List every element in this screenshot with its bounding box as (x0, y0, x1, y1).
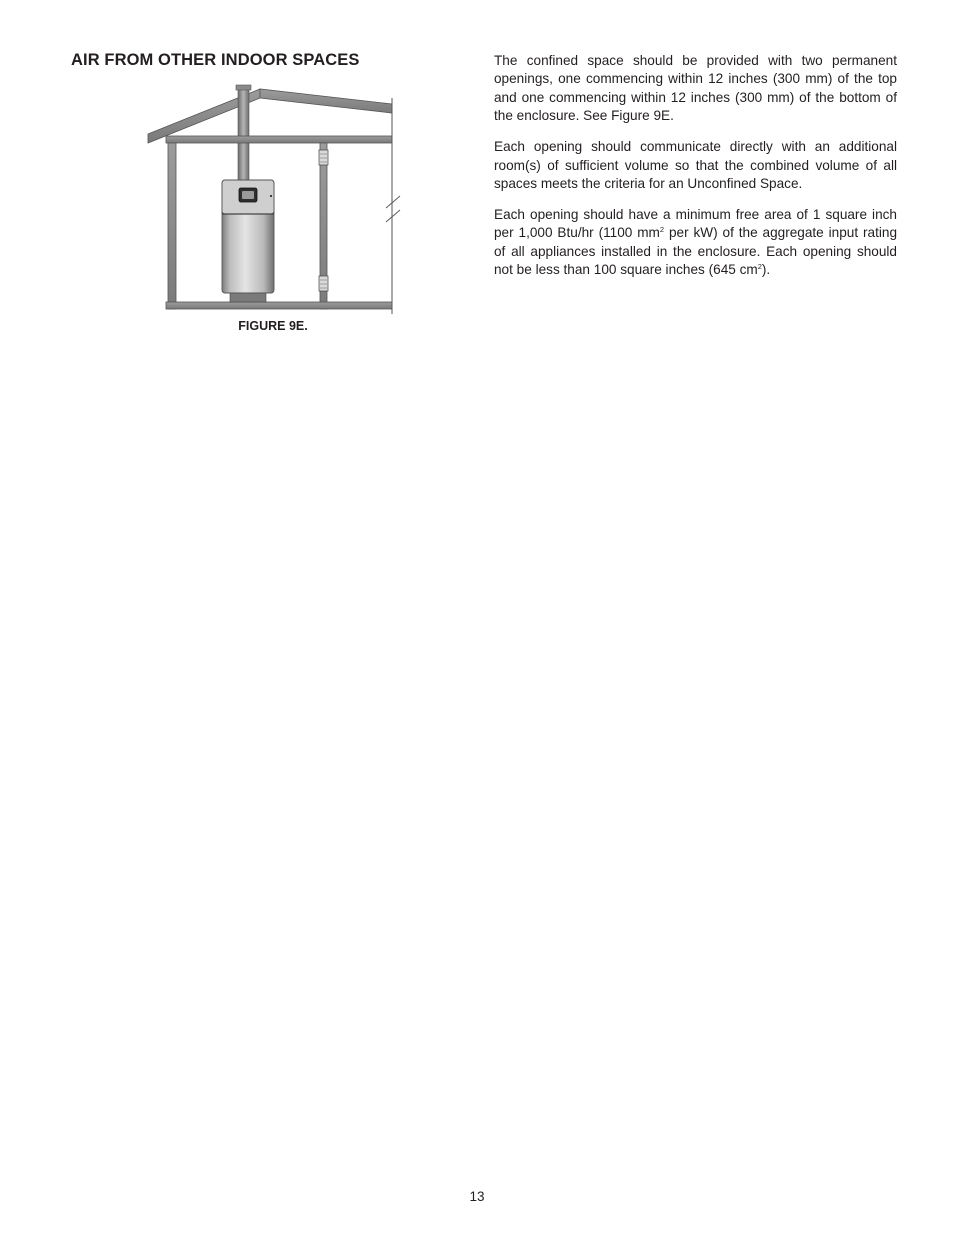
free-area-text-part3: ). (761, 262, 771, 278)
paragraph-communicate: Each opening should communicate directly with an additional room(s) of sufficient volume so that the combined volume of all spaces meets the criteria for an Unconfined Space. (494, 139, 897, 191)
free-area-text-part1: Each opening should have a minimum free area of 1 square inch per 1,000 Btu/hr (1100 mm (494, 206, 897, 241)
superscript-2b: 2 (757, 262, 762, 272)
figure-9e (140, 80, 402, 320)
body-text-column (494, 52, 897, 292)
page-number: 13 (469, 1189, 485, 1204)
section-heading: AIR FROM OTHER INDOOR SPACES (71, 51, 360, 69)
water-heater-in-enclosure-illustration (140, 80, 402, 320)
free-area-text-part2: per kW) of the aggregate input rating of all appliances installed in the enclosure. Each opening should not be less than 100 square inches (645 cm (494, 225, 897, 278)
superscript-2: 2 (659, 225, 665, 235)
paragraph-openings: The confined space should be provided with two permanent openings, one commencing within 12 inches (300 mm) of the top and one commencing within 12 inches (300 mm) of the bottom of the enclosure. See Figure 9E. (494, 53, 897, 124)
paragraph-free-area (494, 206, 897, 280)
figure-caption: FIGURE 9E. (238, 319, 308, 333)
